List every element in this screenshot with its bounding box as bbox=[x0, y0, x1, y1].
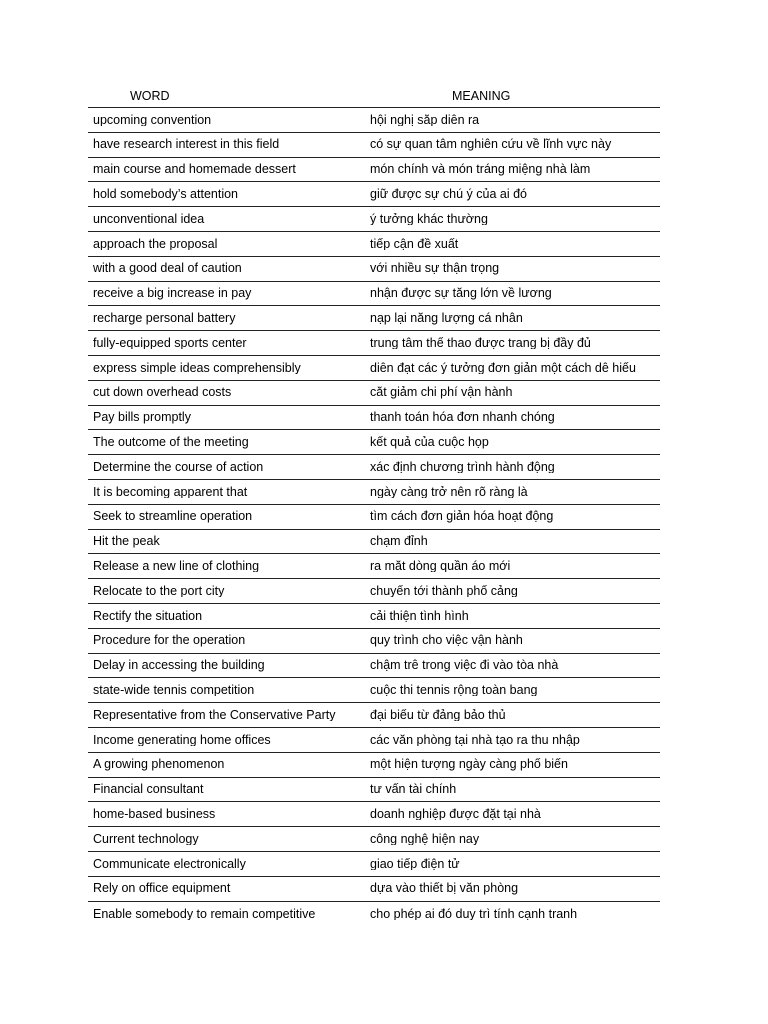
meaning-cell: dựa vào thiết bị văn phòng bbox=[370, 882, 519, 895]
meaning-cell: hội nghị sắp diễn ra bbox=[370, 113, 480, 127]
word-cell: Enable somebody to remain competitive bbox=[93, 907, 316, 921]
table-row bbox=[88, 629, 660, 654]
meaning-cell: cho phép ai đó duy trì tính cạnh tranh bbox=[370, 907, 578, 921]
table-row bbox=[88, 579, 660, 604]
word-cell: state-wide tennis competition bbox=[93, 683, 255, 697]
word-cell: with a good deal of caution bbox=[93, 262, 242, 275]
table-row bbox=[88, 802, 660, 827]
meaning-cell: có sự quan tâm nghiên cứu về lĩnh vực này bbox=[370, 138, 612, 151]
word-cell: Release a new line of clothing bbox=[93, 559, 260, 573]
word-cell: cut down overhead costs bbox=[93, 386, 232, 399]
word-cell: recharge personal battery bbox=[93, 312, 236, 325]
word-cell: express simple ideas comprehensibly bbox=[93, 361, 301, 375]
table-row bbox=[88, 778, 660, 803]
meaning-cell: kết quả của cuộc họp bbox=[370, 436, 489, 449]
table-row bbox=[88, 406, 660, 431]
table-row bbox=[88, 877, 660, 902]
table-row bbox=[88, 331, 660, 356]
meaning-cell: chạm đỉnh bbox=[370, 535, 428, 548]
meaning-cell: xác định chương trình hành động bbox=[370, 460, 555, 474]
table-row bbox=[88, 430, 660, 455]
table-row bbox=[88, 604, 660, 629]
word-cell: Rectify the situation bbox=[93, 609, 203, 623]
meaning-cell: trung tâm thể thao được trang bị đầy đủ bbox=[370, 336, 591, 350]
table-row bbox=[88, 654, 660, 679]
word-cell: Rely on office equipment bbox=[93, 882, 231, 895]
meaning-cell: cuộc thi tennis rộng toàn bang bbox=[370, 683, 538, 697]
word-cell: home-based business bbox=[93, 807, 216, 821]
table-row bbox=[88, 827, 660, 852]
meaning-cell: cắt giảm chi phí vận hành bbox=[370, 386, 513, 399]
meaning-cell: diễn đạt các ý tưởng đơn giản một cách dễ hiểu bbox=[370, 361, 636, 375]
word-cell: Hit the peak bbox=[93, 535, 160, 548]
meaning-cell: ngày càng trở nên rõ ràng là bbox=[370, 485, 528, 499]
meaning-cell: đại biểu từ đảng bảo thủ bbox=[370, 708, 506, 722]
meaning-cell: chậm trễ trong việc đi vào tòa nhà bbox=[370, 659, 559, 672]
table-row bbox=[88, 703, 660, 728]
word-cell: fully-equipped sports center bbox=[93, 336, 247, 350]
meaning-cell: quy trình cho việc vận hành bbox=[370, 634, 523, 647]
word-cell: A growing phenomenon bbox=[93, 758, 225, 771]
meaning-cell: ra mắt dòng quần áo mới bbox=[370, 559, 511, 573]
table-row bbox=[88, 356, 660, 381]
table-row bbox=[88, 108, 660, 133]
word-cell: upcoming convention bbox=[93, 113, 212, 127]
meaning-cell: một hiện tượng ngày càng phổ biến bbox=[370, 758, 568, 771]
table-row bbox=[88, 133, 660, 158]
meaning-cell: tư vấn tài chính bbox=[370, 783, 457, 796]
table-row bbox=[88, 554, 660, 579]
table-row bbox=[88, 505, 660, 530]
table-row bbox=[88, 207, 660, 232]
word-cell: It is becoming apparent that bbox=[93, 485, 248, 499]
word-cell: Seek to streamline operation bbox=[93, 510, 253, 523]
word-cell: main course and homemade dessert bbox=[93, 163, 296, 176]
word-cell: unconventional idea bbox=[93, 212, 205, 226]
table-row bbox=[88, 678, 660, 703]
table-row bbox=[88, 530, 660, 555]
table-row bbox=[88, 455, 660, 480]
table-row bbox=[88, 753, 660, 778]
table-row bbox=[88, 182, 660, 207]
meaning-cell: giao tiếp điện tử bbox=[370, 857, 460, 871]
meaning-cell: các văn phòng tại nhà tạo ra thu nhập bbox=[370, 733, 580, 747]
word-cell: receive a big increase in pay bbox=[93, 287, 252, 300]
meaning-cell: ý tưởng khác thường bbox=[370, 212, 488, 226]
word-cell: The outcome of the meeting bbox=[93, 436, 249, 449]
meaning-cell: thanh toán hóa đơn nhanh chóng bbox=[370, 411, 555, 424]
word-cell: Delay in accessing the building bbox=[93, 659, 265, 672]
table-row bbox=[88, 158, 660, 183]
word-cell: Communicate electronically bbox=[93, 857, 246, 871]
table-row bbox=[88, 852, 660, 877]
word-cell: Determine the course of action bbox=[93, 460, 264, 474]
word-cell: Representative from the Conservative Party bbox=[93, 708, 336, 722]
meaning-cell: nạp lại năng lượng cá nhân bbox=[370, 312, 523, 325]
table-row bbox=[88, 232, 660, 257]
table-row bbox=[88, 257, 660, 282]
meaning-cell: với nhiều sự thận trọng bbox=[370, 262, 500, 275]
word-cell: have research interest in this field bbox=[93, 138, 280, 151]
table-header bbox=[88, 86, 660, 108]
meaning-cell: tiếp cận đề xuất bbox=[370, 237, 459, 251]
table-row bbox=[88, 381, 660, 406]
word-cell: Procedure for the operation bbox=[93, 634, 246, 647]
table-row bbox=[88, 306, 660, 331]
meaning-cell: giữ được sự chú ý của ai đó bbox=[370, 188, 527, 201]
vocabulary-table bbox=[88, 86, 660, 926]
header-meaning: MEANING bbox=[452, 90, 511, 103]
meaning-cell: chuyển tới thành phố cảng bbox=[370, 584, 518, 598]
meaning-cell: công nghệ hiện nay bbox=[370, 832, 480, 846]
word-cell: hold somebody’s attention bbox=[93, 188, 239, 201]
table-row bbox=[88, 728, 660, 753]
word-cell: Current technology bbox=[93, 832, 199, 846]
word-cell: Relocate to the port city bbox=[93, 584, 225, 598]
word-cell: Financial consultant bbox=[93, 783, 204, 796]
meaning-cell: doanh nghiệp được đặt tại nhà bbox=[370, 807, 541, 821]
meaning-cell: nhận được sự tăng lớn về lương bbox=[370, 287, 552, 300]
table-body bbox=[88, 108, 660, 926]
table-row bbox=[88, 902, 660, 927]
meaning-cell: món chính và món tráng miệng nhà làm bbox=[370, 163, 591, 176]
header-word: WORD bbox=[130, 90, 170, 103]
word-cell: approach the proposal bbox=[93, 237, 218, 251]
meaning-cell: cải thiện tình hình bbox=[370, 609, 469, 623]
table-row bbox=[88, 282, 660, 307]
word-cell: Pay bills promptly bbox=[93, 411, 191, 424]
word-cell: Income generating home offices bbox=[93, 733, 271, 747]
meaning-cell: tìm cách đơn giản hóa hoạt động bbox=[370, 510, 554, 523]
table-row bbox=[88, 480, 660, 505]
